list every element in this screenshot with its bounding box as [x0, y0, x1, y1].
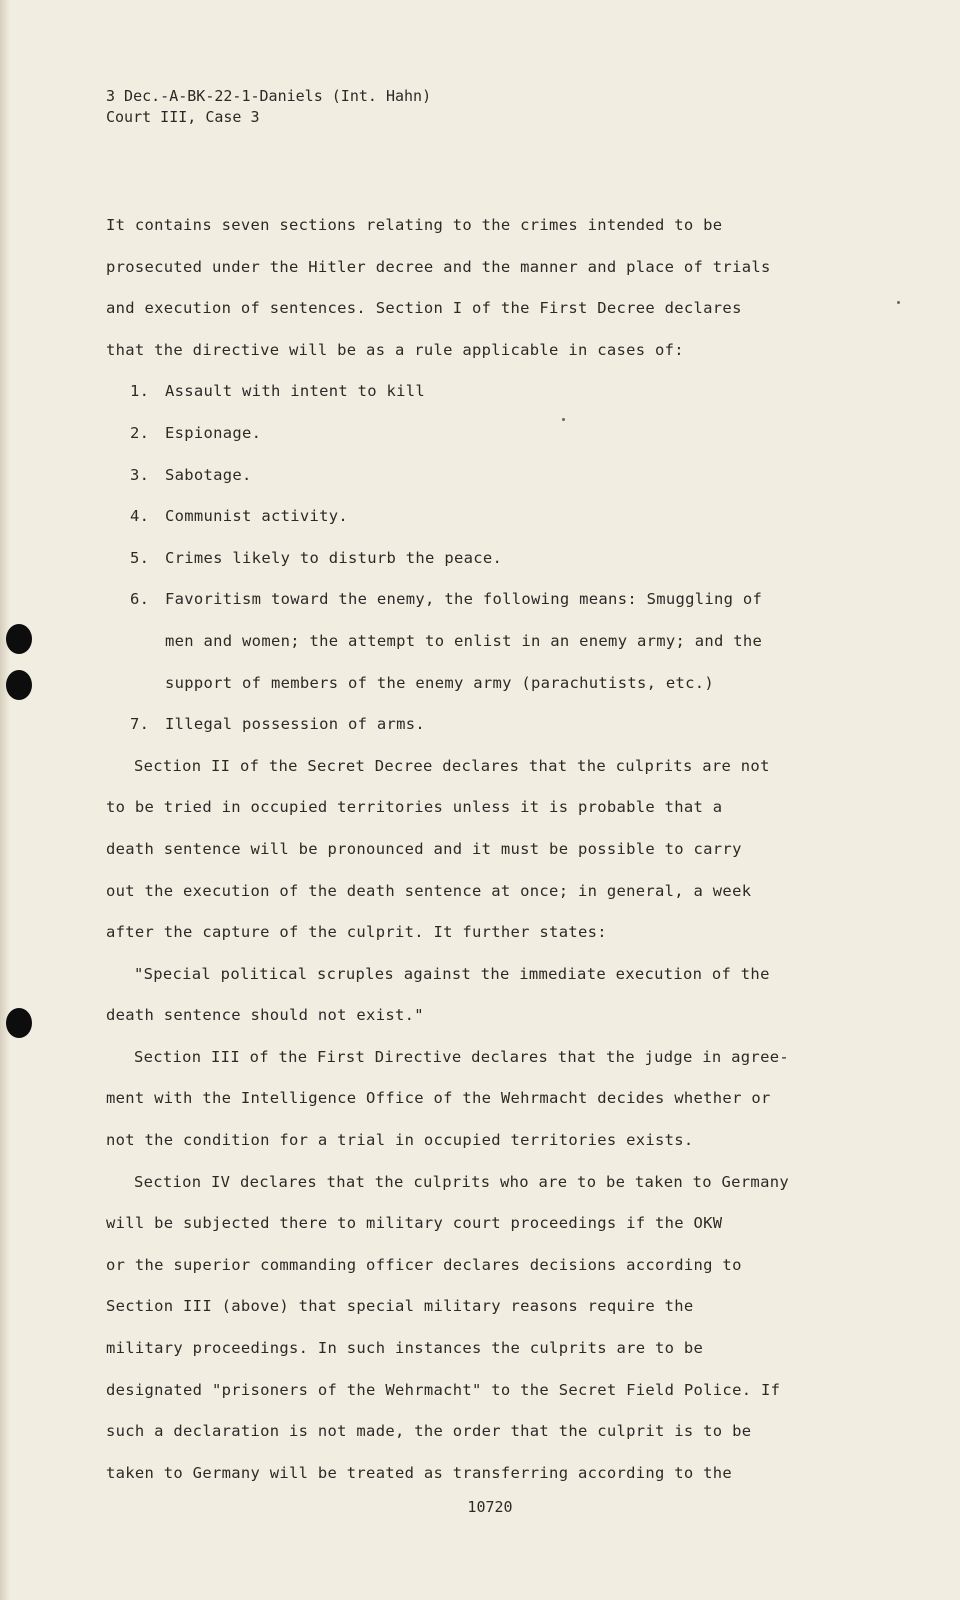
list-item [106, 538, 846, 580]
list-number: 5. [130, 548, 150, 567]
list-text: Espionage. [165, 423, 262, 442]
text-line: designated "prisoners of the Wehrmacht" to the Secret Field Police. If [106, 1380, 781, 1399]
list-item [106, 579, 846, 704]
list-item [106, 704, 846, 746]
paper-speck [897, 301, 900, 304]
paragraph-intro [106, 205, 846, 371]
text-line: men and women; the attempt to enlist in an enemy army; and the [165, 631, 763, 650]
text-line: Section IV declares that the culprits who are to be taken to Germany [134, 1172, 789, 1191]
list-number: 1. [130, 382, 150, 401]
list-number: 6. [130, 590, 150, 609]
punch-hole-middle [6, 670, 32, 700]
paragraph-section-four [106, 1162, 846, 1495]
list-number: 2. [130, 423, 150, 442]
text-line: prosecuted under the Hitler decree and the manner and place of trials [106, 257, 771, 276]
list-number: 3. [130, 465, 150, 484]
header-court-line: Court III, Case 3 [106, 108, 260, 126]
text-line: death sentence will be pronounced and it must be possible to carry [106, 839, 742, 858]
text-line: support of members of the enemy army (parachutists, etc.) [165, 673, 715, 692]
text-line: that the directive will be as a rule applicable in cases of: [106, 340, 684, 359]
text-line: out the execution of the death sentence at once; in general, a week [106, 881, 752, 900]
text-line: or the superior commanding officer declares decisions according to [106, 1255, 742, 1274]
text-line: military proceedings. In such instances the culprits are to be [106, 1339, 704, 1358]
list-text: Assault with intent to kill [165, 382, 426, 401]
text-line: death sentence should not exist." [106, 1006, 424, 1025]
page-edge-shadow [0, 0, 10, 1600]
text-line: Section III of the First Directive declares that the judge in agree- [134, 1047, 789, 1066]
list-text: Communist activity. [165, 507, 349, 526]
list-number: 7. [130, 715, 150, 734]
text-line: and execution of sentences. Section I of the First Decree declares [106, 299, 742, 318]
text-line: will be subjected there to military court proceedings if the OKW [106, 1214, 723, 1233]
header-reference-line: 3 Dec.-A-BK-22-1-Daniels (Int. Hahn) [106, 87, 432, 105]
text-line: Section II of the Secret Decree declares that the culprits are not [134, 756, 770, 775]
punch-hole-bottom [6, 1008, 32, 1038]
text-line: to be tried in occupied territories unless it is probable that a [106, 798, 723, 817]
text-line: ment with the Intelligence Office of the Wehrmacht decides whether or [106, 1089, 771, 1108]
paragraph-section-three [106, 1037, 846, 1162]
text-line: taken to Germany will be treated as transferring according to the [106, 1463, 733, 1482]
list-text: Sabotage. [165, 465, 252, 484]
document-body [106, 205, 846, 1494]
punch-hole-top [6, 624, 32, 654]
paragraph-section-two [106, 746, 846, 954]
text-line: "Special political scruples against the immediate execution of the [134, 964, 770, 983]
list-text: Illegal possession of arms. [165, 715, 426, 734]
list-text: Crimes likely to disturb the peace. [165, 548, 503, 567]
document-header [106, 86, 431, 128]
text-line: not the condition for a trial in occupied territories exists. [106, 1131, 694, 1150]
text-line: It contains seven sections relating to the crimes intended to be [106, 216, 723, 234]
list-item [106, 413, 846, 455]
list-item [106, 496, 846, 538]
list-number: 4. [130, 507, 150, 526]
text-line: such a declaration is not made, the order that the culprit is to be [106, 1422, 752, 1441]
text-line: Favoritism toward the enemy, the following means: Smuggling of [165, 590, 763, 609]
page-number: 10720 [467, 1498, 513, 1516]
quoted-passage [106, 954, 846, 1037]
list-item [106, 455, 846, 497]
text-line: Section III (above) that special military reasons require the [106, 1297, 694, 1316]
crime-list [106, 371, 846, 745]
list-text [165, 579, 846, 704]
list-item [106, 371, 846, 413]
text-line: after the capture of the culprit. It further states: [106, 923, 607, 942]
